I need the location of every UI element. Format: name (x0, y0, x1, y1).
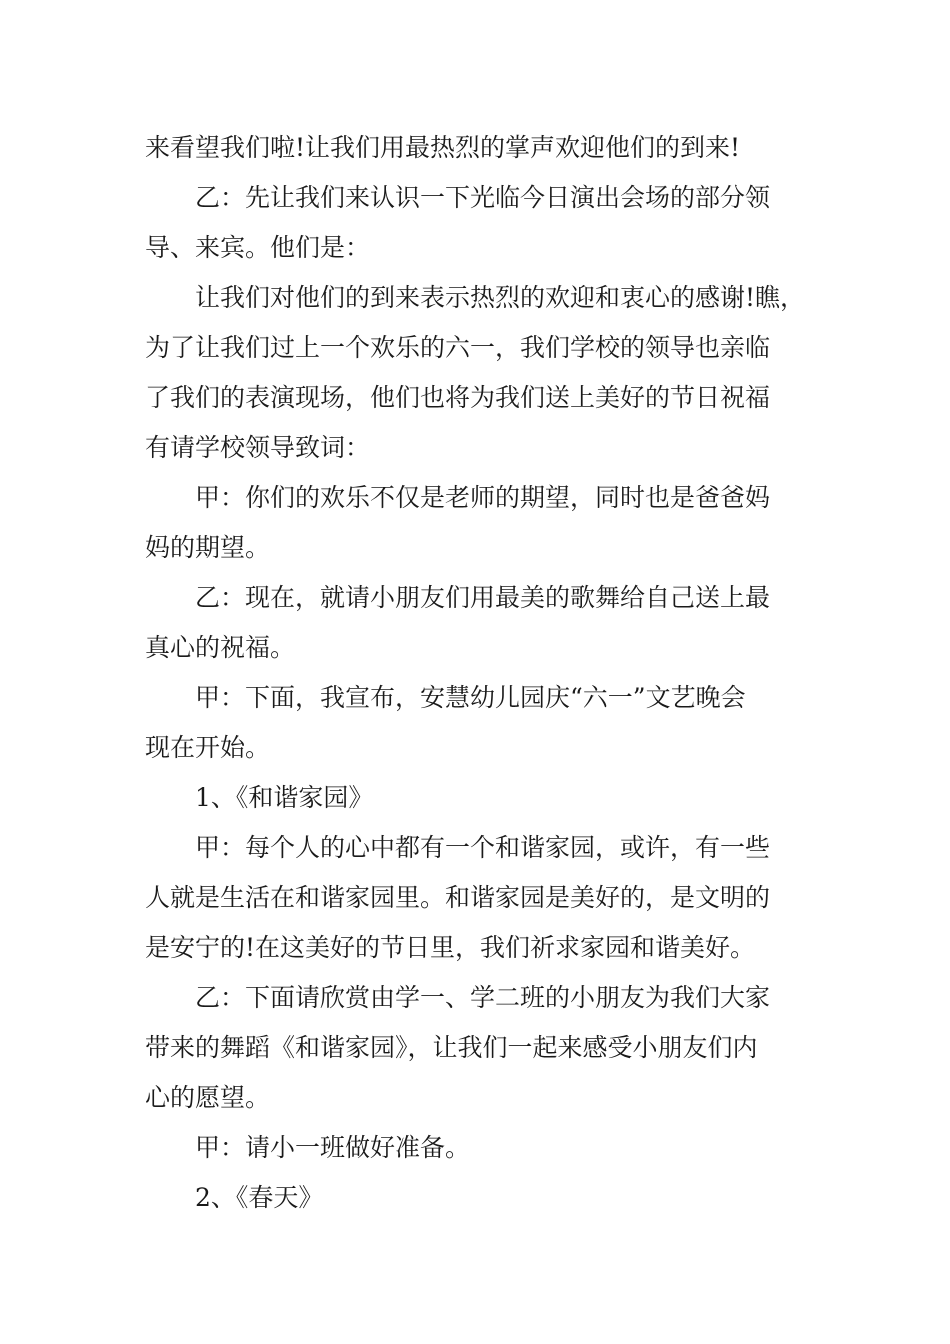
text-line: 真心的祝福。 (145, 633, 296, 662)
text-line: 来看望我们啦!让我们用最热烈的掌声欢迎他们的到来! (145, 133, 741, 162)
text-line: 心的愿望。 (145, 1083, 271, 1112)
text-line: 导、来宾。他们是： (145, 233, 371, 262)
text-line: 是安宁的!在这美好的节日里，我们祈求家园和谐美好。 (145, 933, 756, 962)
text-line: 人就是生活在和谐家园里。和谐家园是美好的，是文明的 (145, 883, 771, 912)
text-line: 甲：请小一班做好准备。 (195, 1133, 471, 1162)
text-line: 了我们的表演现场，他们也将为我们送上美好的节日祝福 (145, 383, 771, 412)
text-line: 带来的舞蹈《和谐家园》，让我们一起来感受小朋友们内 (145, 1033, 758, 1062)
text-line: 妈的期望。 (145, 533, 271, 562)
text-line: 有请学校领导致词： (145, 433, 371, 462)
text-line: 甲：下面，我宣布，安慧幼儿园庆“六一”文艺晚会 (195, 683, 746, 712)
text-line: 让我们对他们的到来表示热烈的欢迎和衷心的感谢!瞧， (195, 283, 806, 312)
section-heading: 1、《和谐家园》 (195, 783, 374, 812)
section-heading: 2、《春天》 (195, 1183, 324, 1212)
text-line: 现在开始。 (145, 733, 271, 762)
text-line: 甲：你们的欢乐不仅是老师的期望，同时也是爸爸妈 (195, 483, 771, 512)
text-line: 乙：下面请欣赏由学一、学二班的小朋友为我们大家 (195, 983, 771, 1012)
text-line: 为了让我们过上一个欢乐的六一，我们学校的领导也亲临 (145, 333, 771, 362)
text-line: 乙：现在，就请小朋友们用最美的歌舞给自己送上最 (195, 583, 771, 612)
text-line: 甲：每个人的心中都有一个和谐家园，或许，有一些 (195, 833, 771, 862)
text-line: 乙：先让我们来认识一下光临今日演出会场的部分领 (195, 183, 771, 212)
document-body (145, 123, 810, 1223)
